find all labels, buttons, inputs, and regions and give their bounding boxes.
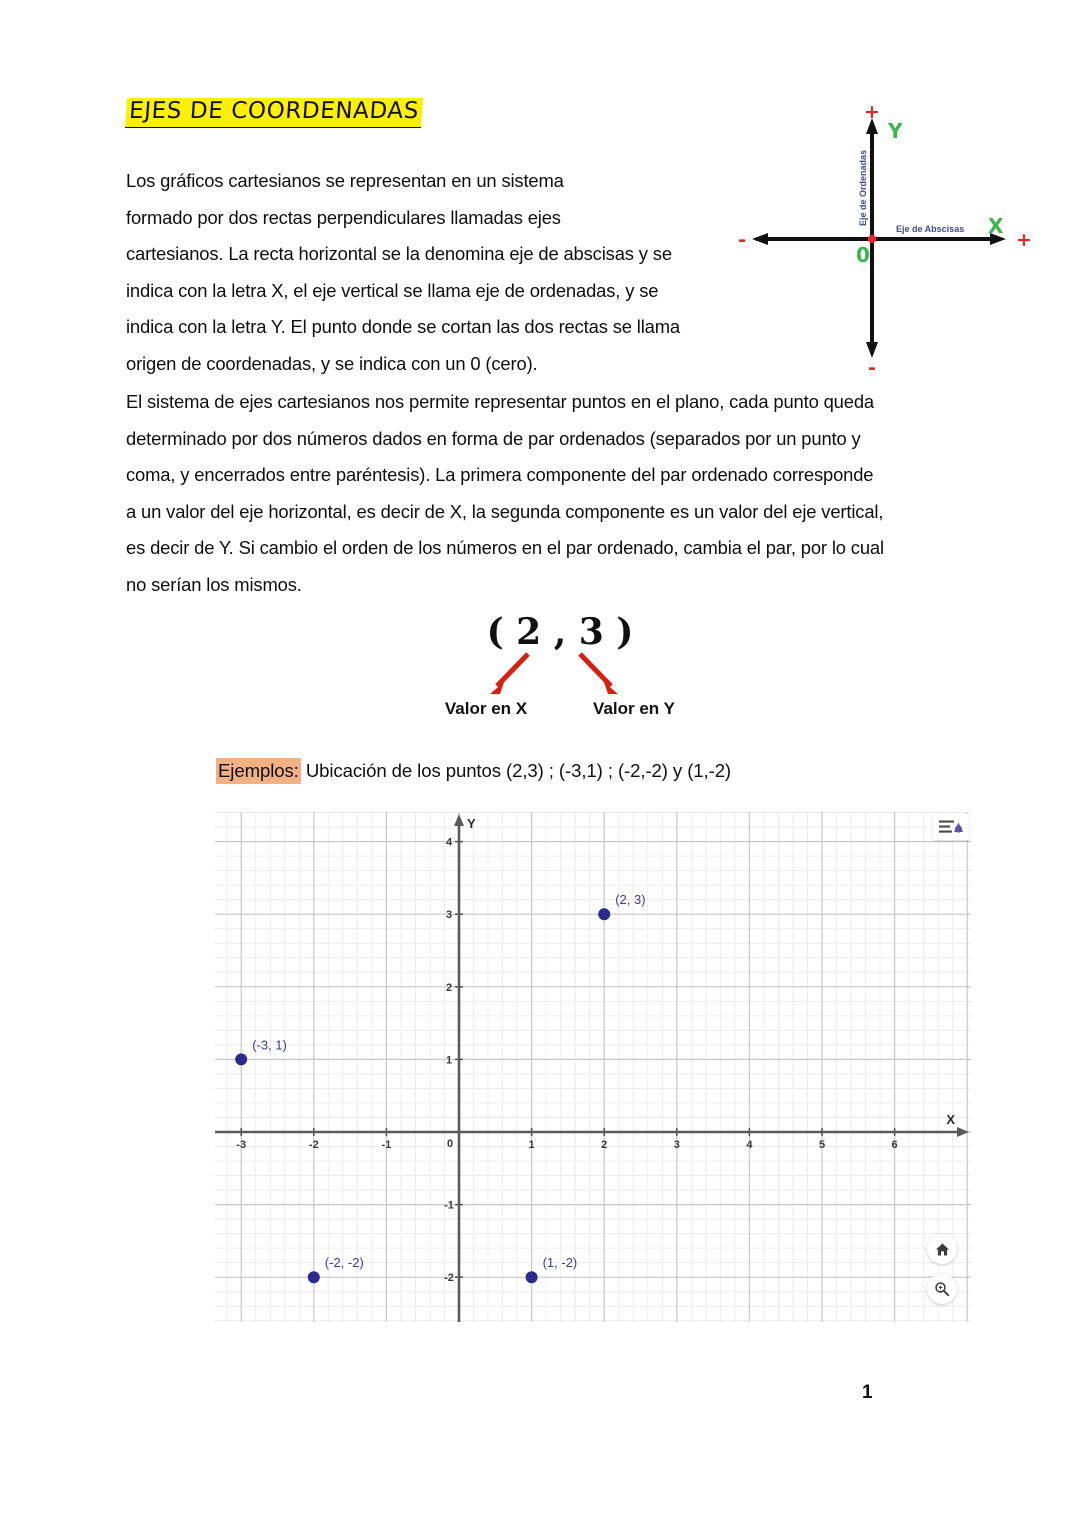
data-point[interactable] bbox=[598, 908, 610, 920]
minus-sign-left: - bbox=[738, 229, 746, 251]
paragraph-line: es decir de Y. Si cambio el orden de los números en el par ordenado, cambia el par, por lo cual bbox=[126, 537, 884, 558]
y-axis-label: Y bbox=[888, 119, 903, 143]
x-tick-label: 3 bbox=[673, 1139, 680, 1151]
ordered-pair-diagram bbox=[404, 602, 716, 724]
data-point[interactable] bbox=[308, 1271, 320, 1283]
stylebar-icon bbox=[938, 818, 964, 836]
paragraph-line: El sistema de ejes cartesianos nos permite representar puntos en el plano, cada punto queda bbox=[126, 391, 874, 412]
x-tick-label: 5 bbox=[818, 1139, 826, 1151]
y-axis-name-label: Eje de Ordenadas bbox=[858, 149, 868, 226]
graph-home-button[interactable] bbox=[927, 1234, 957, 1264]
y-tick-label: 4 bbox=[445, 836, 453, 849]
page-number: 1 bbox=[862, 1382, 873, 1403]
y-tick-label: 3 bbox=[445, 909, 453, 922]
data-point-label: (-2, -2) bbox=[324, 1255, 364, 1271]
paragraph-line: formado por dos rectas perpendiculares llamadas ejes bbox=[126, 206, 561, 228]
paragraph-line: origen de coordenadas, y se indica con un 0 (cero). bbox=[126, 352, 538, 374]
x-tick-label: 1 bbox=[528, 1139, 535, 1151]
paragraph-line: Los gráficos cartesianos se representan en un sistema bbox=[126, 170, 564, 191]
x-tick-label: 4 bbox=[746, 1139, 753, 1151]
home-icon bbox=[935, 1242, 950, 1257]
x-axis-label: X bbox=[946, 1112, 955, 1127]
y-axis-arrow bbox=[454, 814, 464, 826]
data-point[interactable] bbox=[235, 1053, 247, 1065]
data-point-label: (2, 3) bbox=[615, 892, 646, 908]
graph-canvas[interactable] bbox=[215, 812, 971, 1322]
examples-label: Ejemplos: bbox=[216, 758, 301, 784]
data-point-label: (1, -2) bbox=[542, 1255, 578, 1271]
paragraph-line: indica con la letra Y. El punto donde se cortan las dos rectas se llama bbox=[126, 316, 681, 337]
x-axis-label: X bbox=[988, 214, 1004, 238]
paragraph-line: indica con la letra X, el eje vertical se llama eje de ordenadas, y se bbox=[126, 279, 659, 301]
arrow-to-y-line bbox=[580, 654, 611, 686]
x-tick-label: -1 bbox=[381, 1139, 392, 1151]
plus-sign-top: + bbox=[864, 101, 880, 123]
x-tick-label: -3 bbox=[236, 1139, 247, 1151]
cartesian-axes-diagram bbox=[738, 96, 1068, 379]
examples-line bbox=[216, 760, 731, 782]
intro-paragraph bbox=[126, 163, 774, 382]
paragraph-line: cartesianos. La recta horizontal se la denomina eje de abscisas y se bbox=[126, 243, 672, 264]
data-point-label: (-3, 1) bbox=[252, 1037, 287, 1053]
paragraph-line: a un valor del eje horizontal, es decir de X, la segunda componente es un valor del eje vertical, bbox=[126, 500, 884, 522]
x-tick-label: -2 bbox=[308, 1139, 319, 1151]
x-tick-label: 6 bbox=[891, 1139, 898, 1151]
graph-zoom-button[interactable] bbox=[927, 1274, 957, 1304]
y-tick-label: -1 bbox=[444, 1199, 454, 1212]
y-tick-label: 1 bbox=[445, 1054, 453, 1067]
valor-en-x-label: Valor en X bbox=[444, 699, 528, 718]
arrow-to-x-line bbox=[497, 654, 528, 686]
magnifier-icon bbox=[934, 1281, 950, 1297]
y-axis-arrow-down bbox=[866, 342, 878, 358]
origin-dot bbox=[868, 235, 876, 243]
y-tick-label: -2 bbox=[444, 1272, 454, 1285]
plus-sign-right: + bbox=[1016, 229, 1032, 251]
coordinate-plane-graph[interactable] bbox=[215, 812, 971, 1322]
ordered-pair-expression: ( 2 , 3 ) bbox=[486, 611, 634, 653]
data-point[interactable] bbox=[526, 1271, 538, 1283]
paragraph-line: no serían los mismos. bbox=[126, 573, 302, 595]
origin-label: 0 bbox=[856, 243, 870, 267]
stylebar-toggle-button[interactable] bbox=[933, 814, 969, 840]
ordered-pairs-paragraph bbox=[126, 384, 988, 603]
examples-text: Ubicación de los puntos (2,3) ; (-3,1) ; (-2,-2) y (1,-2) bbox=[300, 760, 732, 781]
x-tick-label: 2 bbox=[601, 1139, 608, 1151]
page-title: EJES DE COORDENADAS bbox=[125, 98, 423, 128]
y-axis-label: Y bbox=[467, 816, 476, 831]
y-tick-label: 2 bbox=[445, 981, 453, 994]
minus-sign-bottom: - bbox=[868, 357, 876, 379]
x-axis-name-label: Eje de Abscisas bbox=[896, 224, 965, 234]
paragraph-line: coma, y encerrados entre paréntesis). La primera componente del par ordenado corresponde bbox=[126, 464, 874, 485]
valor-en-y-label: Valor en Y bbox=[593, 699, 675, 718]
paragraph-line: determinado por dos números dados en forma de par ordenados (separados por un punto y bbox=[126, 427, 861, 449]
x-tick-label: 0 bbox=[446, 1138, 454, 1150]
